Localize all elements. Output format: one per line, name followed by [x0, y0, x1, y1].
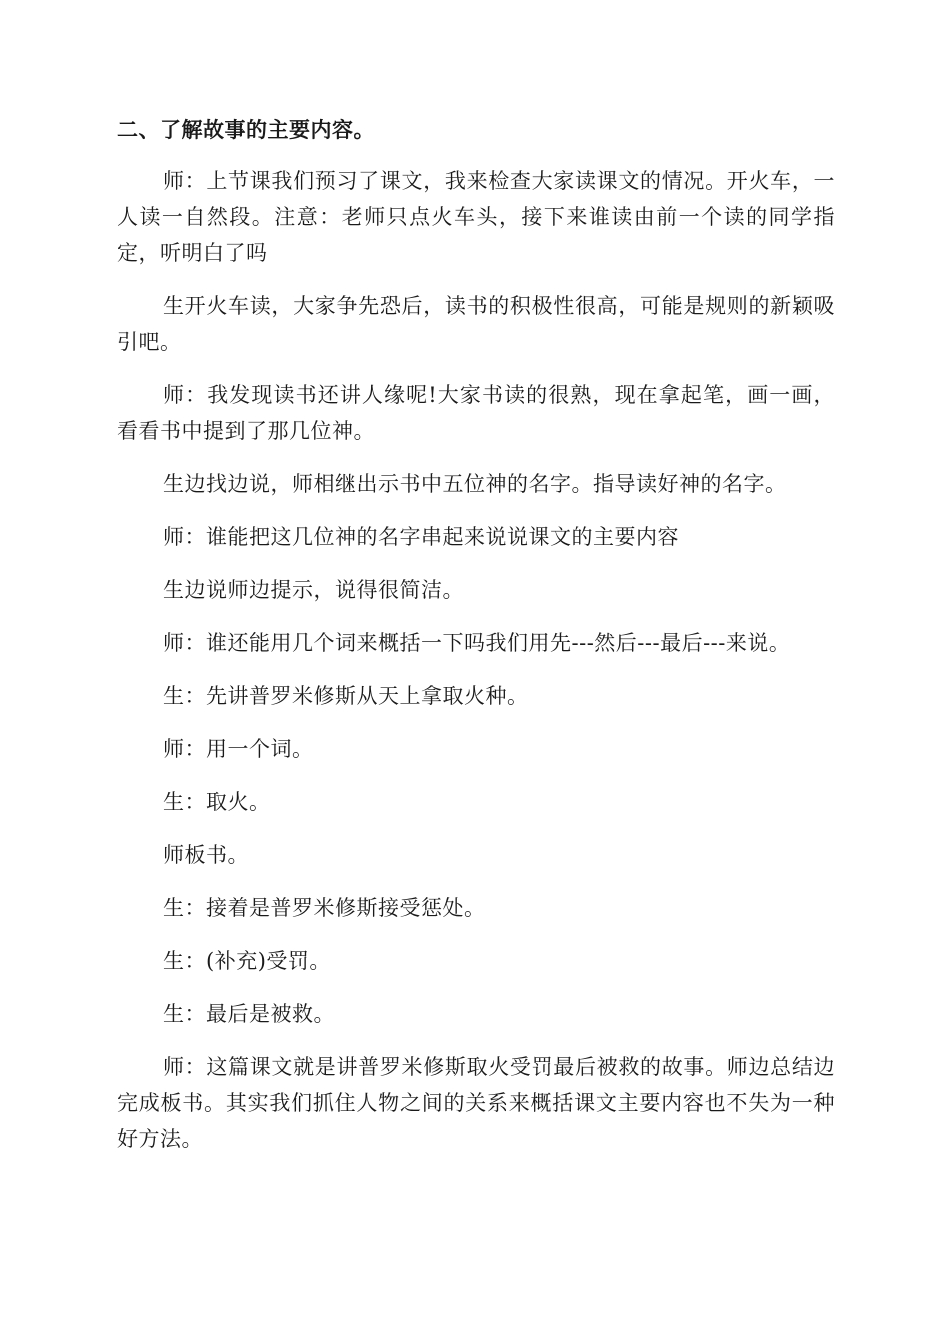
- paragraph-teacher-one-word: 师：用一个词。: [163, 737, 314, 761]
- paragraph-teacher-board: 师板书。: [163, 843, 249, 867]
- paragraph-teacher-few-words: 师：谁还能用几个词来概括一下吗我们用先---然后---最后---来说。: [163, 631, 791, 655]
- paragraph-student-punishment: 生：接着是普罗米修斯接受惩处。: [163, 896, 486, 920]
- paragraph-teacher-summarize-request: 师：谁能把这几位神的名字串起来说说课文的主要内容: [163, 525, 679, 549]
- paragraph-students-train-reading: 生开火车读，大家争先恐后，读书的积极性很高，可能是规则的新颖吸引吧。: [117, 294, 835, 354]
- paragraph-student-fire: 生：先讲普罗米修斯从天上拿取火种。: [163, 684, 529, 708]
- document-body: [117, 112, 835, 1174]
- paragraph-student-take-fire: 生：取火。: [163, 790, 271, 814]
- paragraph-student-rescued: 生：最后是被救。: [163, 1002, 335, 1026]
- paragraph-teacher-conclusion: 师：这篇课文就是讲普罗米修斯取火受罚最后被救的故事。师边总结边完成板书。其实我们抓住人物之间的关系来概括课文主要内容也不失为一种好方法。: [117, 1055, 835, 1151]
- paragraph-student-summary: 生边说师边提示，说得很简洁。: [163, 578, 464, 602]
- paragraph-student-punished: 生：(补充)受罚。: [163, 949, 331, 973]
- paragraph-teacher-check-reading: 师：上节课我们预习了课文，我来检查大家读课文的情况。开火车，一人读一自然段。注意：老师只点火车头，接下来谁读由前一个读的同学指定，听明白了吗: [117, 169, 835, 265]
- section-heading: 二、了解故事的主要内容。: [117, 118, 375, 142]
- paragraph-show-god-names: 生边找边说，师相继出示书中五位神的名字。指导读好神的名字。: [163, 472, 787, 496]
- paragraph-teacher-find-gods: 师：我发现读书还讲人缘呢!大家书读的很熟，现在拿起笔，画一画，看看书中提到了那几位神。: [117, 383, 835, 443]
